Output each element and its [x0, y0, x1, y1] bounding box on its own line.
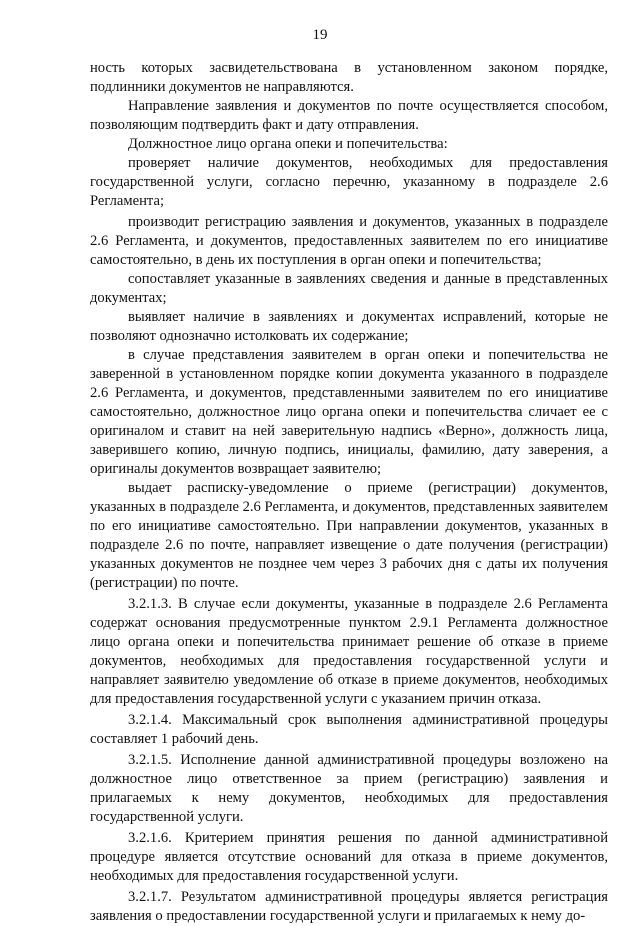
paragraph: 3.2.1.3. В случае если документы, указанные в подразделе 2.6 Регламента содержат основания предусмотренные пунктом 2.9.1 Регламента должностное лицо органа опеки и попечительства принимает решение об отказе в приеме документов, необходимых для предоставления государственной услуги и направляет заявителю уведомление об отказе в приеме документов, необходимых для предоставления государственной услуги с указанием причин отказа.	[90, 596, 608, 707]
paragraph: выявляет наличие в заявлениях и документах исправлений, которые не позволяют однозначно истолковать их содержание;	[90, 309, 608, 344]
paragraph: производит регистрацию заявления и документов, указанных в подразделе 2.6 Регламента, и документов, предоставленных заявителем по его инициативе самостоятельно, в день их поступления в орган опеки и попечительства;	[90, 214, 608, 268]
paragraph: ность которых засвидетельствована в установленном законом порядке, подлинники документов не направляются.	[90, 60, 608, 95]
paragraph: Направление заявления и документов по почте осуществляется способом, позволяющим подтвердить факт и дату отправления.	[90, 98, 608, 133]
document-body	[90, 59, 608, 926]
paragraph: выдает расписку-уведомление о приеме (регистрации) документов, указанных в подразделе 2.6 Регламента, и документов, представленных заявителем по его инициативе самостоятельно. При направлении документов, указанных в подразделе 2.6 по почте, направляет извещение о дате получения (регистрации) указанных документов не позднее чем через 3 рабочих дня с даты их получения (регистрации) по почте.	[90, 480, 608, 591]
paragraph: 3.2.1.5. Исполнение данной административной процедуры возложено на должностное лицо ответственное за прием (регистрацию) заявления и прилагаемых к нему документов, необходимых для предоставления государственной услуги.	[90, 752, 608, 825]
paragraph: 3.2.1.7. Результатом административной процедуры является регистрация заявления о предоставлении государственной услуги и прилагаемых к нему до-	[90, 889, 608, 924]
paragraph: сопоставляет указанные в заявлениях сведения и данные в представленных документах;	[90, 271, 608, 306]
paragraph: 3.2.1.6. Критерием принятия решения по данной административной процедуре является отсутствие оснований для отказа в приеме документов, необходимых для предоставления государственной услуги.	[90, 830, 608, 884]
page-number: 19	[312, 27, 328, 43]
paragraph: 3.2.1.4. Максимальный срок выполнения административной процедуры составляет 1 рабочий день.	[90, 712, 608, 747]
paragraph: Должностное лицо органа опеки и попечительства:	[128, 136, 448, 152]
paragraph: в случае представления заявителем в орган опеки и попечительства не заверенной в установленном порядке копии документа указанного в подразделе 2.6 Регламента, и документов, представленными заявителем по его инициативе самостоятельно, должностное лицо органа опеки и попечительства сличает ее с оригиналом и ставит на ней заверительную надпись «Верно», должность лица, заверившего копию, личную подпись, инициалы, фамилию, дату заверения, а оригиналы документов возвращает заявителю;	[90, 347, 608, 477]
paragraph: проверяет наличие документов, необходимых для предоставления государственной услуги, согласно перечню, указанному в подразделе 2.6 Регламента;	[90, 155, 608, 209]
